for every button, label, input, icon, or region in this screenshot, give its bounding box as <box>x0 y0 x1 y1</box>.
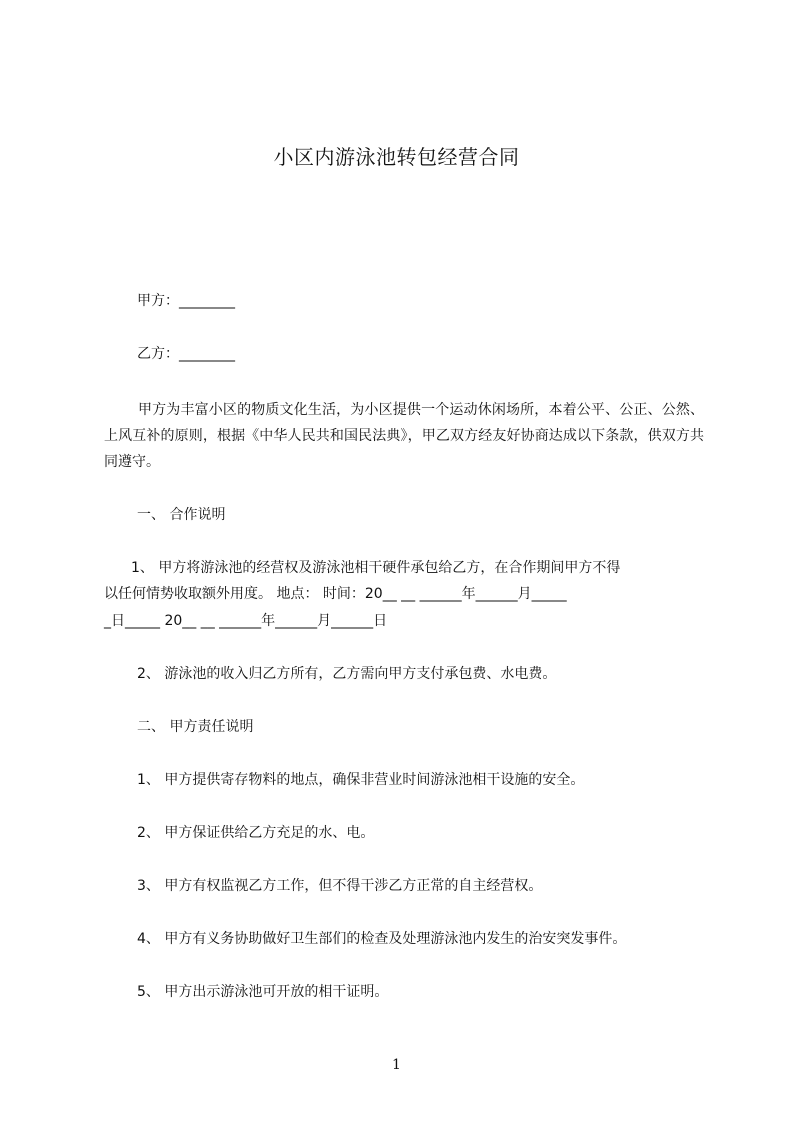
party-a-line: 甲方：________ <box>137 293 235 309</box>
section-2-heading: 二、 甲方责任说明 <box>137 719 254 735</box>
clause-2-1: 1、 甲方提供寄存物料的地点，确保非营业时间游泳池相干设施的安全。 <box>137 772 585 788</box>
clause-1-1-line-3: _日_____ 20__ __ ______年______月______日 <box>104 613 388 629</box>
document-title: 小区内游泳池转包经营合同 <box>273 145 520 169</box>
clause-2-5: 5、 甲方出示游泳池可开放的相干证明。 <box>137 984 389 1000</box>
section-1-heading: 一、 合作说明 <box>137 507 226 523</box>
clause-1-1-line-1: 1、 甲方将游泳池的经营权及游泳池相干硬件承包给乙方，在合作期间甲方不得 <box>131 560 621 576</box>
preamble-paragraph: 甲方为丰富小区的物质文化生活，为小区提供一个运动休闲场所，本着公平、公正、公然、上风互补的原则，根据《中华人民共和国民法典》，甲乙双方经友好协商达成以下条款，供双方共同遵守。 <box>104 402 704 470</box>
clause-2-2: 2、 甲方保证供给乙方充足的水、电。 <box>137 825 375 841</box>
clause-1-2: 2、 游泳池的收入归乙方所有，乙方需向甲方支付承包费、水电费。 <box>137 666 557 682</box>
party-b-line: 乙方：________ <box>137 346 235 362</box>
clause-1-1-line-2: 以任何情势收取额外用度。 地点： 时间：20__ __ ______年______月_____ <box>104 586 567 602</box>
page-number: 1 <box>392 1057 401 1073</box>
clause-2-4: 4、 甲方有义务协助做好卫生部们的检查及处理游泳池内发生的治安突发事件。 <box>137 931 627 947</box>
clause-2-3: 3、 甲方有权监视乙方工作，但不得干涉乙方正常的自主经营权。 <box>137 878 543 894</box>
